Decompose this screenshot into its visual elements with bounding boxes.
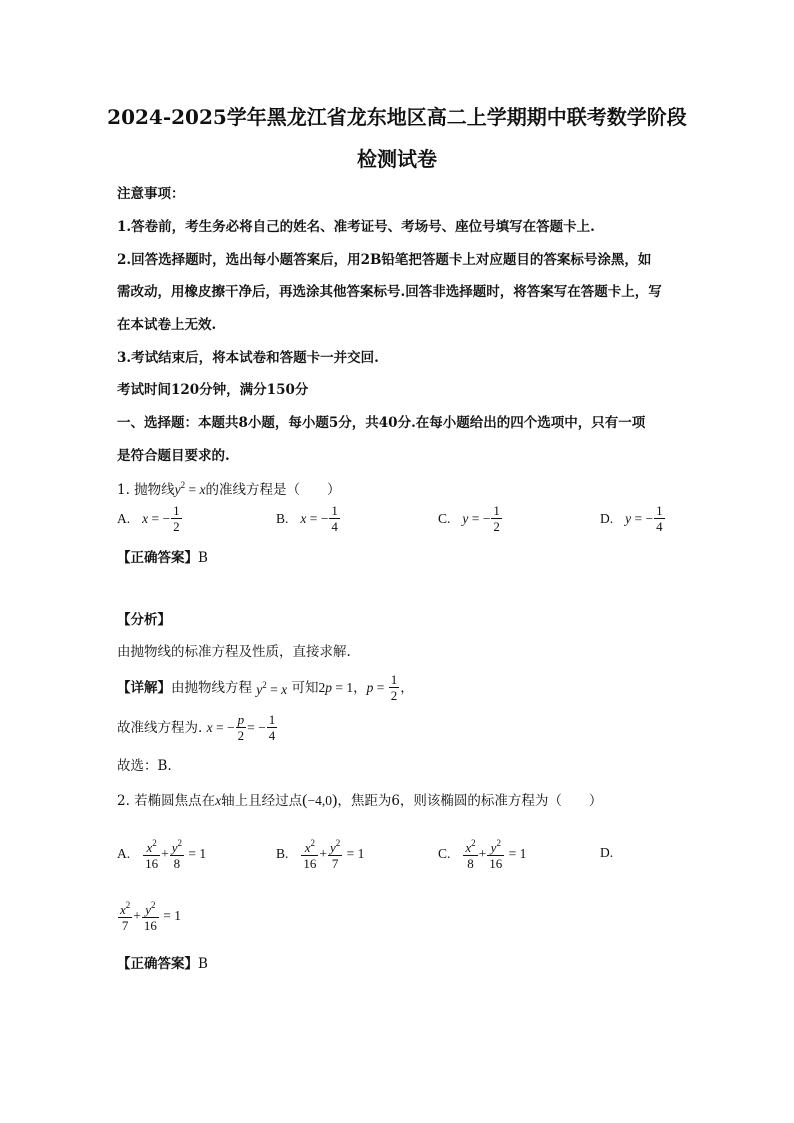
question-1-directrix: 故准线方程为. x = − $\frac{p}{2}$ = − $\frac{1}{4}$: [117, 712, 276, 743]
answer-value: B: [198, 956, 208, 972]
question-2-option-b[interactable]: B. $\frac{x^2}{16}$ + $\frac{y^2}{7}$ = 1: [276, 838, 365, 871]
question-1-stem: [117, 476, 341, 499]
question-2-stem: 2. 若椭圆焦点在 x 轴上且经过点 ( −4,0 ) ，焦距为6，则该椭圆的标准方程为（ ）: [117, 792, 603, 809]
question-2-option-c[interactable]: C. $\frac{x^2}{8}$ + $\frac{y^2}{16}$ = 1: [438, 838, 527, 871]
notice-item-2c: 在本试卷上无效.: [117, 317, 217, 333]
notice-item-2b: 需改动，用橡皮擦干净后，再选涂其他答案标号.回答非选择题时，将答案写在答题卡上，写: [117, 284, 662, 300]
notice-item-1: 1.答卷前，考生务必将自己的姓名、准考证号、考场号、座位号填写在答题卡上.: [117, 219, 595, 235]
option-label: A.: [117, 510, 131, 526]
exam-title-line-1: 2024-2025学年黑龙江省龙东地区高二上学期期中联考数学阶段: [107, 105, 687, 129]
question-2-option-a[interactable]: A. $\frac{x^2}{16}$ + $\frac{y^2}{8}$ = 1: [117, 838, 207, 871]
question-1-suffix: 的准线方程是（ ）: [205, 482, 341, 498]
section-heading-line-2: 是符合题目要求的.: [117, 448, 230, 464]
question-1-prefix: 1. 抛物线: [117, 482, 175, 498]
question-1-option-d[interactable]: D. y = − $\frac{1}{4}$: [600, 503, 663, 534]
question-1-option-a[interactable]: A. x = − $\frac{1}{2}$: [117, 503, 180, 534]
answer-value: B: [198, 550, 208, 566]
option-label: D.: [600, 510, 614, 526]
question-2-answer: 【正确答案】B: [117, 956, 208, 972]
question-2-option-d-label[interactable]: D.: [600, 845, 614, 860]
option-label: C.: [438, 510, 451, 526]
question-1-option-b[interactable]: B. x = − $\frac{1}{4}$: [276, 503, 338, 534]
question-1-analysis: 由抛物线的标准方程及性质，直接求解.: [117, 644, 351, 660]
question-1-analysis-label: 【分析】: [117, 612, 171, 628]
option-label: B.: [276, 510, 289, 526]
notice-item-2a: 2.回答选择题时，选出每小题答案后，用2B铅笔把答题卡上对应题目的答案标号涂黑，如: [117, 252, 652, 268]
notice-item-3: 3.考试结束后，将本试卷和答题卡一并交回.: [117, 350, 379, 366]
question-1-conclusion: 故选：B.: [117, 758, 172, 774]
question-1-equation: $y^2 = x$: [174, 480, 206, 497]
question-2-option-d[interactable]: $\frac{x^2}{7}$ + $\frac{y^2}{16}$ = 1: [120, 900, 182, 933]
question-1-answer: 【正确答案】B: [117, 550, 208, 566]
exam-title-line-2: 检测试卷: [357, 147, 437, 171]
exam-time-note: 考试时间120分钟，满分150分: [117, 382, 309, 398]
section-heading-line-1: 一、选择题：本题共8小题，每小题5分，共40分.在每小题给出的四个选项中，只有一项: [117, 415, 646, 431]
notice-heading: 注意事项：: [117, 186, 185, 202]
question-1-detail: 【详解】 由抛物线方程 $y^2 = x$ 可知 2 p = 1 ， p = $\frac{1}{2}$ ，: [117, 672, 414, 703]
question-1-option-c[interactable]: C. y = − $\frac{1}{2}$: [438, 503, 500, 534]
